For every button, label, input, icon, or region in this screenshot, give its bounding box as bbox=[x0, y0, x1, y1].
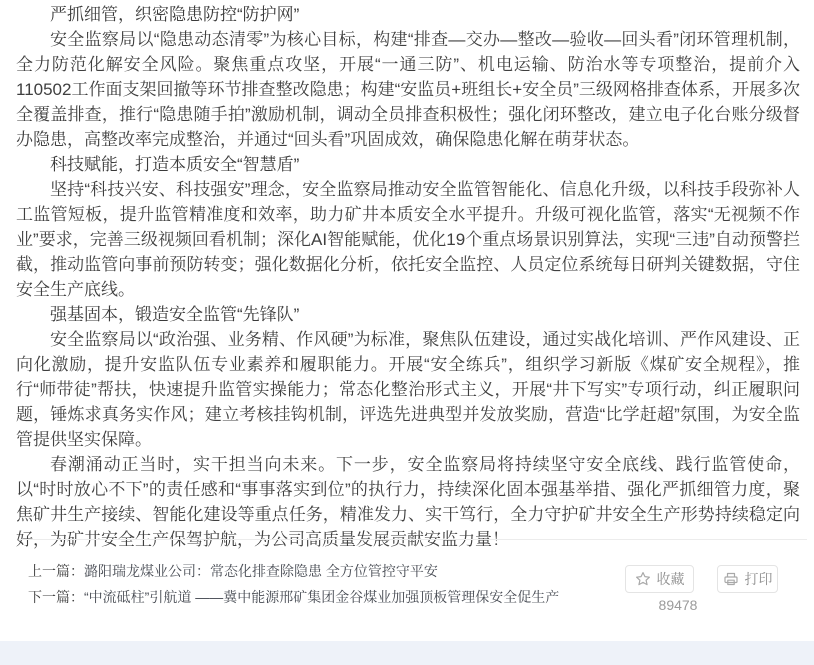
article-paragraph: 坚持“科技兴安、科技强安”理念，安全监察局推动安全监管智能化、信息化升级，以科技手段弥补人工监管短板，提升监管精准度和效率，助力矿井本质安全水平提升。升级可视化监管，落实“无视频不作业”要求，完善三级视频回看机制；深化AI智能赋能，优化19个重点场景识别算法，实现“三违”自动预警拦截，推动监管向事前预防转变；强化数据化分析，依托安全监控、人员定位系统每日研判关键数据，守住安全生产底线。 bbox=[16, 180, 800, 299]
favorite-button-label: 收藏 bbox=[656, 571, 685, 587]
article-paragraph: 安全监察局以“隐患动态清零”为核心目标，构建“排查—交办—整改—验收—回头看”闭环管理机制，全力防范化解安全风险。聚焦重点攻坚，开展“一通三防”、机电运输、防治水等专项整治，提前介入110502工作面支架回撤等环节排查整改隐患；构建“安监员+班组长+安全员”三级网格排查体系，开展多次全覆盖排查，推行“隐患随手拍”激励机制，调动全员排查积极性；强化闭环整改，建立电子化台账分级督办隐患，高整改率完成整治，并通过“回头看”巩固成效，确保隐患化解在萌芽状态。 bbox=[16, 30, 800, 149]
next-article-link[interactable]: “中流砥柱”引航道 ——冀中能源邢矿集团金谷煤业加强顶板管理保安全促生产 bbox=[84, 589, 560, 605]
article-paragraph: 安全监察局以“政治强、业务精、作风硬”为标准，聚焦队伍建设，通过实战化培训、严作风建设、正向化激励，提升安监队伍专业素养和履职能力。开展“安全练兵”，组织学习新版《煤矿安全规程》，推行“师带徒”帮扶，快速提升监管实操能力；常态化整治形式主义，开展“井下写实”专项行动，纠正履职问题，锤炼求真务实作风；建立考核挂钩机制，评选先进典型并发放奖励，营造“比学赶超”氛围，为安全监管提供坚实保障。 bbox=[16, 330, 800, 449]
next-label: 下一篇： bbox=[28, 589, 84, 605]
article-paragraph: 春潮涌动正当时，实干担当向未来。下一步，安全监察局将持续坚守安全底线、践行监管使命，以“时时放心不下”的责任感和“事事落实到位”的执行力，持续深化固本强基举措、强化严抓细管力度，聚焦矿井生产接续、智能化建设等重点任务，精准发力、实干笃行，全力守护矿井安全生产形势持续稳定向好，为矿井安全生产保驾护航，为公司高质量发展贡献安监力量！ bbox=[16, 455, 800, 549]
prev-article-link[interactable]: 潞阳瑞龙煤业公司：常态化排查除隐患 全方位管控守平安 bbox=[84, 563, 438, 579]
next-article-row bbox=[28, 588, 559, 606]
section-heading: 严抓细管，织密隐患防控“防护网” bbox=[50, 5, 300, 24]
prev-label: 上一篇： bbox=[28, 563, 84, 579]
view-count: 89478 bbox=[658, 597, 698, 613]
print-button[interactable] bbox=[717, 565, 778, 593]
footer-band bbox=[0, 641, 814, 665]
favorite-button[interactable] bbox=[625, 565, 694, 593]
section-heading: 强基固本，锻造安全监管“先锋队” bbox=[50, 305, 300, 324]
star-icon bbox=[635, 571, 651, 587]
printer-icon bbox=[723, 571, 739, 587]
divider bbox=[20, 539, 807, 540]
print-button-label: 打印 bbox=[744, 571, 773, 587]
prev-article-row bbox=[28, 562, 438, 580]
section-heading: 科技赋能，打造本质安全“智慧盾” bbox=[50, 155, 300, 174]
